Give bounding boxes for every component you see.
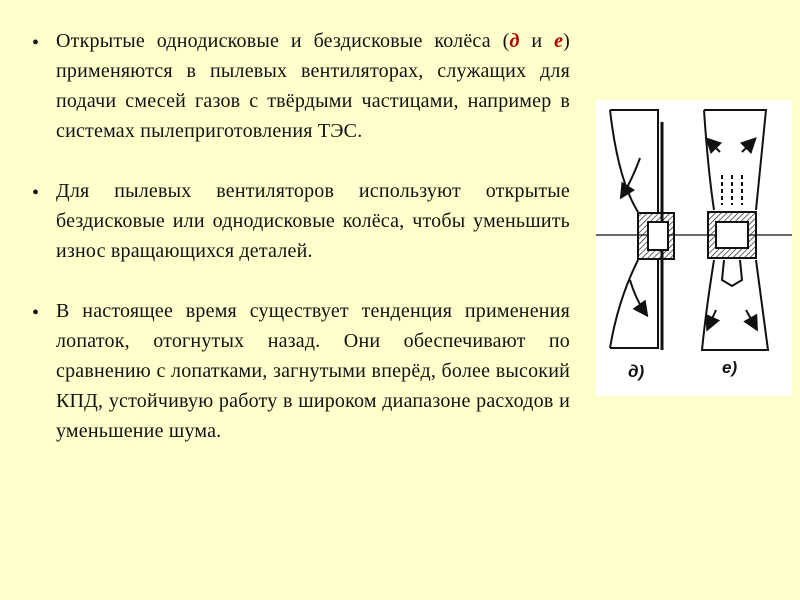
bullet-item	[30, 296, 570, 446]
wheel-e	[702, 110, 768, 350]
bullet-marker: •	[32, 182, 40, 204]
bullet-text: Для пылевых вентиляторов используют открытые бездисковые или однодисковые колёса, чтобы уменьшить износ вращающихся деталей.	[56, 180, 570, 262]
label-e: е)	[722, 358, 738, 377]
impeller-diagram	[596, 100, 792, 396]
bullet-marker: •	[32, 32, 40, 54]
label-d: д)	[628, 362, 645, 381]
impeller-drawing	[596, 100, 792, 396]
wheel-d	[610, 110, 674, 350]
bullet-text: Открытые однодисковые и бездисковые колёса (д и е) применяются в пылевых вентиляторах, служащих для подачи смесей газов с твёрдыми частицами, например в системах пылеприготовления ТЭС.	[56, 30, 571, 142]
bullet-text: В настоящее время существует тенденция применения лопаток, отогнутых назад. Они обеспечивают по сравнению с лопатками, загнутыми вперёд, более высокий КПД, устойчивую работу в широком диапазоне расходов и уменьшение шума.	[56, 300, 570, 442]
bullet-item	[30, 26, 570, 146]
bullet-item	[30, 176, 570, 266]
bullet-list	[30, 26, 570, 476]
bullet-marker: •	[32, 302, 40, 324]
